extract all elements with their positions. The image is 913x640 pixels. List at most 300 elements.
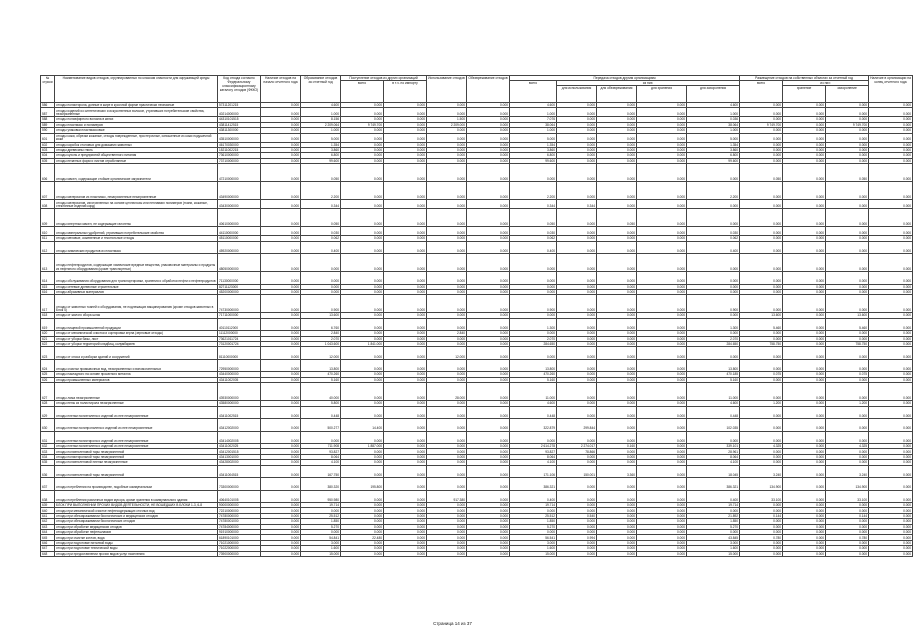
cell-value: 0.000	[869, 182, 913, 200]
cell-value: 0.000	[384, 147, 427, 152]
col-name: Наименование видов отходов, сгруппированных по классам опасности для окружающей среды	[55, 76, 218, 103]
cell-value: 0.000	[557, 209, 597, 227]
row-number: 646	[41, 540, 55, 545]
cell-value: 4.600	[301, 103, 341, 108]
fkko-code: 44310101515	[218, 117, 261, 122]
cell-value: 0.000	[384, 284, 427, 289]
cell-value: 0.344	[510, 200, 557, 209]
cell-value: 0.000	[384, 158, 427, 163]
cell-value: 0.000	[341, 227, 384, 236]
cell-value: 0.000	[510, 313, 557, 318]
table-row	[41, 133, 913, 142]
waste-name: отходы печатных форм и листов отработанные	[55, 158, 218, 163]
cell-value: 0.000	[427, 147, 467, 152]
waste-name: отходы пленки полистирола и изделий из нее незагрязненные	[55, 431, 218, 444]
cell-value: 0.000	[597, 284, 637, 289]
cell-value: 195.800	[341, 478, 384, 491]
waste-name: отходы полиэтиленовой тары незагрязненной	[55, 449, 218, 454]
cell-value: 1.600	[510, 546, 557, 551]
row-number: 605	[41, 158, 55, 163]
row-number: 614	[41, 272, 55, 285]
cell-value: 0.000	[869, 444, 913, 449]
cell-value: 0.000	[637, 535, 687, 540]
waste-name: отходы кожи, обрезки кожаные, отходы поврежденные, простерочные, изношенные из кожи подушечной кожи	[55, 133, 218, 142]
cell-value: 0.000	[637, 236, 687, 241]
cell-value: 0.000	[740, 377, 783, 382]
cell-value: 0.000	[637, 478, 687, 491]
cell-value: 102.035	[687, 419, 740, 432]
cell-value: 0.000	[869, 117, 913, 122]
cell-value: 5.270	[510, 524, 557, 529]
cell-value: 0.000	[740, 182, 783, 200]
cell-value: 0.000	[740, 272, 783, 285]
cell-value: 0.000	[427, 318, 467, 331]
cell-value: 0.000	[740, 158, 783, 163]
cell-value: 0.000	[427, 524, 467, 529]
cell-value: 1.354	[301, 142, 341, 147]
fkko-code: 43411002515	[218, 406, 261, 419]
cell-value: 3.000	[301, 540, 341, 545]
cell-value: 0.000	[261, 513, 301, 518]
cell-value: 0.000	[783, 347, 826, 360]
cell-value: 0.000	[597, 331, 637, 336]
cell-value: 0.000	[467, 503, 510, 508]
cell-value: 0.000	[427, 406, 467, 419]
cell-value: 0.000	[261, 540, 301, 545]
cell-value: 0.000	[740, 530, 783, 535]
cell-value: 9 749.700	[826, 122, 869, 127]
cell-value: 0.000	[687, 254, 740, 272]
cell-value: 1.850	[687, 519, 740, 524]
cell-value: 0.000	[341, 108, 384, 117]
cell-value: 0.000	[341, 336, 384, 341]
cell-value: 0.000	[301, 272, 341, 285]
cell-value: 0.000	[384, 318, 427, 331]
cell-value: 0.000	[261, 331, 301, 336]
fkko-code: 43413001000	[218, 454, 261, 459]
cell-value: 0.000	[826, 103, 869, 108]
fkko-code: 61890101000	[218, 535, 261, 540]
cell-value: 0.000	[826, 147, 869, 152]
cell-value: 0.000	[557, 272, 597, 285]
cell-value: 0.000	[869, 401, 913, 406]
cell-value: 1 043.600	[301, 341, 341, 346]
cell-value: 0.000	[826, 200, 869, 209]
waste-name: отходы материалов из пластмасс, незагрязненные незагрязненные	[55, 182, 218, 200]
cell-value: 0.000	[557, 236, 597, 241]
waste-name: отходы от уборки базы, лист	[55, 336, 218, 341]
cell-value: 3.860	[510, 147, 557, 152]
cell-value: 5.270	[687, 524, 740, 529]
cell-value: 28.000	[427, 383, 467, 401]
table-row	[41, 200, 913, 209]
cell-value: 0.000	[597, 490, 637, 503]
waste-name: отходы при обработке медицинских отходов	[55, 524, 218, 529]
cell-value: 0.000	[384, 108, 427, 117]
cell-value: 0.000	[597, 513, 637, 518]
cell-value: 0.000	[783, 490, 826, 503]
cell-value: 0.000	[869, 431, 913, 444]
cell-value: 0.000	[467, 103, 510, 108]
cell-value: 0.000	[783, 503, 826, 508]
cell-value: 0.000	[261, 117, 301, 122]
row-number: 631	[41, 431, 55, 444]
cell-value: 0.000	[467, 318, 510, 331]
table-row	[41, 347, 913, 360]
cell-value: 0.000	[637, 158, 687, 163]
cell-value: 0.780	[740, 535, 783, 540]
cell-value: 0.000	[341, 289, 384, 294]
cell-value: 0.000	[740, 406, 783, 419]
cell-value: 0.000	[427, 313, 467, 318]
cell-value: 0.000	[740, 227, 783, 236]
waste-name: отходы при обработке нефтешламов	[55, 530, 218, 535]
cell-value: 0.000	[869, 419, 913, 432]
cell-value: 0.000	[341, 551, 384, 556]
cell-value: 0.000	[687, 508, 740, 513]
cell-value: 0.000	[597, 227, 637, 236]
cell-value: 0.000	[869, 122, 913, 127]
fkko-code: 73300000000	[218, 478, 261, 491]
cell-value: 0.000	[637, 377, 687, 382]
cell-value: 2.070	[510, 336, 557, 341]
row-number: 590	[41, 128, 55, 133]
cell-value: 0.000	[597, 383, 637, 401]
cell-value: 0.000	[467, 331, 510, 336]
cell-value: 0.000	[597, 108, 637, 117]
cell-value: 3.860	[301, 147, 341, 152]
cell-value: 0.000	[467, 519, 510, 524]
cell-value: 0.000	[869, 546, 913, 551]
waste-name: отходы кухонь и предприятий общественного питания	[55, 153, 218, 158]
row-number: 587	[41, 108, 55, 117]
cell-value: 0.000	[427, 142, 467, 147]
row-number: 589	[41, 122, 55, 127]
row-number: 601	[41, 133, 55, 142]
cell-value: 0.000	[261, 128, 301, 133]
cell-value: 0.000	[637, 503, 687, 508]
cell-value: 0.000	[869, 519, 913, 524]
cell-value: 0.000	[783, 128, 826, 133]
cell-value: 0.000	[557, 142, 597, 147]
cell-value: 1.354	[687, 142, 740, 147]
cell-value: 0.000	[869, 449, 913, 454]
cell-value: 0.000	[869, 318, 913, 331]
cell-value: 0.000	[687, 530, 740, 535]
cell-value: 0.000	[783, 535, 826, 540]
cell-value: 0.000	[637, 454, 687, 459]
cell-value: 0.000	[783, 200, 826, 209]
cell-value: 0.000	[597, 454, 637, 459]
cell-value: 0.000	[637, 551, 687, 556]
cell-value: 0.000	[740, 546, 783, 551]
cell-value: 0.000	[557, 241, 597, 254]
col-transfer-total: всего	[510, 81, 557, 103]
row-number: 606	[41, 164, 55, 182]
cell-value: 0.000	[826, 546, 869, 551]
row-number: 630	[41, 419, 55, 432]
cell-value: 0.000	[467, 147, 510, 152]
cell-value: 0.900	[301, 295, 341, 313]
cell-value: 0.000	[467, 540, 510, 545]
cell-value: 1.600	[687, 546, 740, 551]
cell-value: 0.030	[687, 227, 740, 236]
cell-value: 0.000	[597, 401, 637, 406]
cell-value: 0.000	[384, 236, 427, 241]
cell-value: 0.075	[740, 372, 783, 377]
cell-value: 0.000	[427, 513, 467, 518]
cell-value: 758.750	[826, 341, 869, 346]
cell-value: 0.000	[427, 254, 467, 272]
row-number: 621	[41, 336, 55, 341]
cell-value: 0.000	[869, 289, 913, 294]
cell-value: 0.000	[597, 341, 637, 346]
cell-value: 0.000	[467, 431, 510, 444]
cell-value: 0.000	[637, 164, 687, 182]
cell-value: 0.000	[467, 460, 510, 465]
cell-value: 0.000	[597, 313, 637, 318]
cell-value: 0.000	[783, 289, 826, 294]
cell-value: 0.000	[341, 241, 384, 254]
cell-value: 0.000	[261, 182, 301, 200]
cell-value: 0.000	[783, 331, 826, 336]
cell-value: 0.000	[826, 503, 869, 508]
cell-value: 0.000	[467, 401, 510, 406]
col-received-group: Поступление отходов из других организаций	[341, 76, 427, 81]
cell-value: 0.000	[637, 331, 687, 336]
cell-value: 0.000	[341, 508, 384, 513]
cell-value: 0.000	[384, 401, 427, 406]
cell-value: 0.000	[467, 133, 510, 142]
cell-value: 0.000	[384, 454, 427, 459]
cell-value: 0.000	[597, 419, 637, 432]
fkko-code: 47210000000	[218, 164, 261, 182]
cell-value: 0.000	[687, 272, 740, 285]
cell-value: 78.866	[557, 449, 597, 454]
cell-value: 0.000	[557, 406, 597, 419]
cell-value: 0.000	[427, 460, 467, 465]
cell-value: 0.000	[597, 272, 637, 285]
cell-value: 0.000	[557, 284, 597, 289]
cell-value: 0.000	[687, 331, 740, 336]
cell-value: 0.000	[261, 478, 301, 491]
cell-value: 0.000	[869, 295, 913, 313]
fkko-code: 43412002000	[218, 419, 261, 432]
cell-value: 0.000	[557, 289, 597, 294]
cell-value: 0.000	[637, 313, 687, 318]
cell-value: 0.000	[261, 419, 301, 432]
cell-value: 0.000	[467, 454, 510, 459]
cell-value: 0.000	[597, 289, 637, 294]
cell-value: 0.000	[637, 182, 687, 200]
cell-value: 0.000	[637, 513, 687, 518]
cell-value: 0.000	[467, 546, 510, 551]
cell-value: 4.600	[687, 103, 740, 108]
row-number: 602	[41, 142, 55, 147]
cell-value: 0.000	[384, 419, 427, 432]
cell-value: 0.000	[826, 117, 869, 122]
cell-value: 0.000	[869, 535, 913, 540]
cell-value: 0.000	[597, 546, 637, 551]
cell-value: 0.000	[783, 419, 826, 432]
fkko-code: 43414002005	[218, 431, 261, 444]
cell-value: 4.100	[510, 460, 557, 465]
fkko-code: 74780000000	[218, 513, 261, 518]
cell-value: 0.000	[341, 158, 384, 163]
fkko-code: 43412001515	[218, 449, 261, 454]
cell-value: 0.000	[510, 508, 557, 513]
cell-value: 0.000	[384, 444, 427, 449]
table-row	[41, 241, 913, 254]
cell-value: 0.000	[740, 153, 783, 158]
table-row	[41, 465, 913, 478]
cell-value: 0.000	[869, 133, 913, 142]
cell-value: 2 209.064	[301, 122, 341, 127]
cell-value: 0.000	[384, 431, 427, 444]
cell-value: 5.000	[687, 133, 740, 142]
cell-value: 0.000	[557, 540, 597, 545]
cell-value: 0.000	[637, 142, 687, 147]
waste-name: отходы от животных тканей и оборудования, не подлежащих вакцинированию (кроме отходов животных в Блок 4)	[55, 295, 218, 313]
cell-value: 13.800	[301, 359, 341, 372]
cell-value: 0.000	[597, 530, 637, 535]
cell-value: 0.000	[826, 359, 869, 372]
cell-value: 0.000	[384, 406, 427, 419]
row-number: 623	[41, 347, 55, 360]
cell-value: 0.000	[869, 254, 913, 272]
cell-value: 0.000	[427, 289, 467, 294]
cell-value: 0.000	[597, 460, 637, 465]
cell-value: 2 614.278	[510, 444, 557, 449]
cell-value: 0.000	[687, 313, 740, 318]
cell-value: 0.000	[261, 122, 301, 127]
cell-value: 0.000	[341, 359, 384, 372]
cell-value: 0.062	[510, 236, 557, 241]
cell-value: 0.000	[467, 372, 510, 377]
cell-value: 0.000	[826, 128, 869, 133]
cell-value: 0.000	[826, 158, 869, 163]
cell-value: 0.050	[301, 164, 341, 182]
cell-value: 0.000	[427, 103, 467, 108]
cell-value: 19.714	[301, 503, 341, 508]
cell-value: 0.000	[341, 546, 384, 551]
cell-value: 1.000	[510, 108, 557, 117]
table-row	[41, 431, 913, 444]
cell-value: 0.000	[467, 508, 510, 513]
cell-value: 0.000	[597, 503, 637, 508]
cell-value: 0.000	[427, 272, 467, 285]
cell-value: 0.000	[427, 158, 467, 163]
cell-value: 0.000	[783, 551, 826, 556]
fkko-code: 43411004515	[218, 465, 261, 478]
cell-value: 0.000	[637, 272, 687, 285]
cell-value: 0.000	[557, 546, 597, 551]
cell-value: 0.000	[826, 284, 869, 289]
cell-value: 0.000	[597, 122, 637, 127]
row-number: 612	[41, 241, 55, 254]
cell-value: 0.000	[341, 164, 384, 182]
cell-value: 15.000	[301, 551, 341, 556]
cell-value: 0.000	[869, 128, 913, 133]
cell-value: 0.000	[467, 272, 510, 285]
col-placement-total: всего	[740, 81, 783, 103]
cell-value: 0.000	[869, 272, 913, 285]
cell-value: 0.000	[384, 164, 427, 182]
cell-value: 0.000	[510, 530, 557, 535]
cell-value: 0.000	[510, 254, 557, 272]
cell-value: 0.000	[301, 431, 341, 444]
fkko-code: 43811412515	[218, 122, 261, 127]
page-footer: Страница 14 из 37	[433, 621, 472, 626]
cell-value: 0.000	[557, 227, 597, 236]
cell-value: 0.000	[826, 254, 869, 272]
cell-value: 1.850	[301, 519, 341, 524]
fkko-code: 71022000000	[218, 546, 261, 551]
cell-value: 0.000	[740, 454, 783, 459]
cell-value: 0.000	[384, 546, 427, 551]
fkko-code: 48050000000	[218, 254, 261, 272]
col-transfer-of-which: из них:	[557, 81, 740, 86]
cell-value: 0.000	[384, 272, 427, 285]
cell-value: 0.000	[637, 108, 687, 117]
row-number: 628	[41, 401, 55, 406]
cell-value: 0.000	[637, 449, 687, 454]
cell-value: 28.961	[687, 449, 740, 454]
cell-value: 0.000	[261, 535, 301, 540]
cell-value: 0.030	[301, 227, 341, 236]
cell-value: 0.000	[783, 164, 826, 182]
cell-value: 0.000	[467, 524, 510, 529]
cell-value: 0.000	[637, 318, 687, 331]
cell-value: 0.000	[384, 478, 427, 491]
cell-value: 0.000	[301, 508, 341, 513]
table-row	[41, 419, 913, 432]
col-neutralized: Обезвреживание отходов	[467, 76, 510, 103]
col-begin: Наличие отходов на начало отчетного года	[261, 76, 301, 103]
cell-value: 380.320	[301, 478, 341, 491]
cell-value: 0.000	[740, 419, 783, 432]
cell-value: 0.000	[384, 313, 427, 318]
cell-value: 2.840	[301, 331, 341, 336]
cell-value: 0.000	[467, 128, 510, 133]
cell-value: 0.000	[597, 164, 637, 182]
cell-value: 0.400	[301, 241, 341, 254]
cell-value: 8.064	[687, 454, 740, 459]
row-number: 620	[41, 331, 55, 336]
waste-name: отходы пищевой промышленной продукции	[55, 318, 218, 331]
cell-value: 0.000	[637, 444, 687, 449]
row-number: 637	[41, 478, 55, 491]
cell-value: 0.000	[557, 372, 597, 377]
cell-value: 14.400	[341, 419, 384, 432]
waste-name: отходы лома незагрязненные	[55, 383, 218, 401]
fkko-code: 40110112000	[218, 318, 261, 331]
waste-name: отходы потребления на производстве, подобные коммунальным	[55, 478, 218, 491]
cell-value: 2 209.000	[427, 122, 467, 127]
cell-value: 5.000	[510, 133, 557, 142]
cell-value: 11.000	[510, 383, 557, 401]
cell-value: 5.460	[740, 318, 783, 331]
cell-value: 0.000	[467, 336, 510, 341]
cell-value: 0.000	[261, 454, 301, 459]
cell-value: 0.000	[740, 519, 783, 524]
cell-value: 13.600	[740, 313, 783, 318]
cell-value: 0.000	[384, 551, 427, 556]
cell-value: 0.000	[740, 295, 783, 313]
cell-value: 0.000	[637, 227, 687, 236]
cell-value: 0.000	[783, 377, 826, 382]
cell-value: 0.000	[261, 295, 301, 313]
